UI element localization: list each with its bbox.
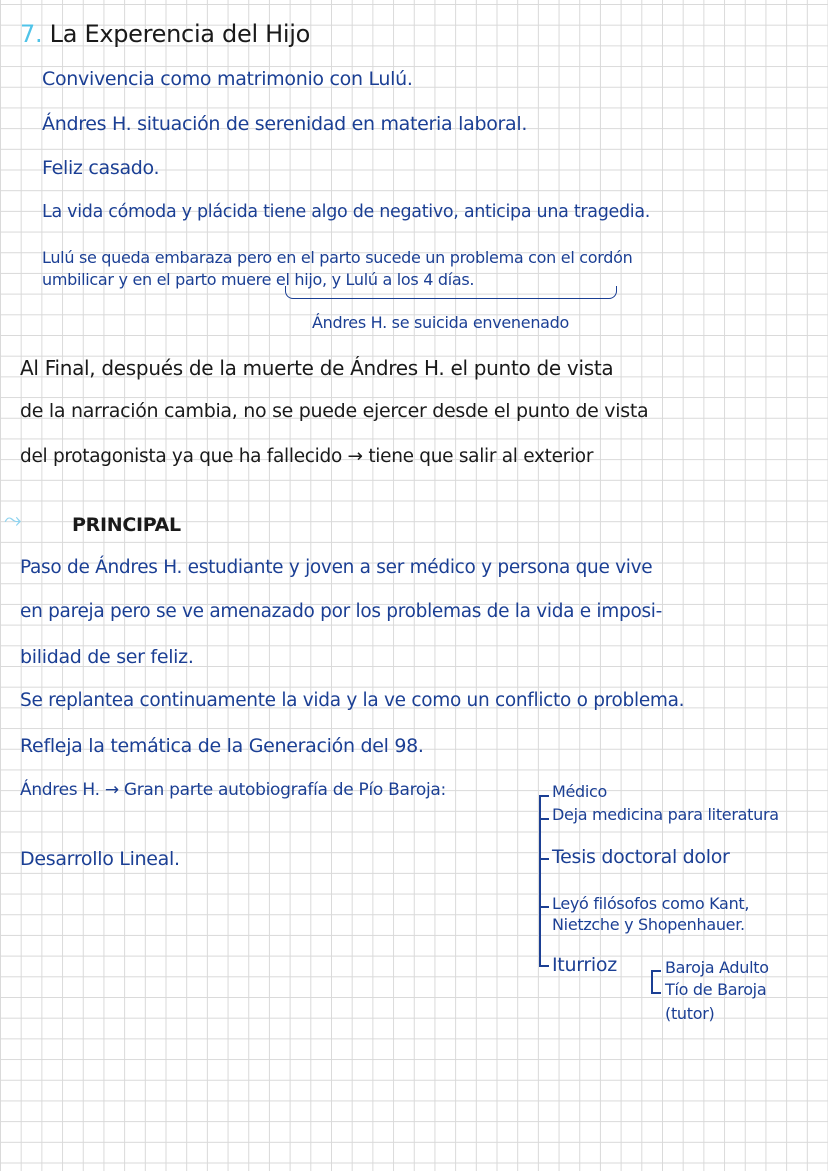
final-line: Al Final, después de la muerte de Ándres H. el punto de vista (20, 356, 614, 380)
principal-line: Paso de Ándres H. estudiante y joven a ser médico y persona que vive (20, 557, 653, 578)
subtree-item: Baroja Adulto (665, 958, 769, 977)
autobio-line: Ándres H. → Gran parte autobiografía de Pío Baroja: (20, 780, 446, 800)
principal-heading: PRINCIPAL (72, 514, 181, 536)
section-number: 7. (20, 20, 43, 48)
final-line: de la narración cambia, no se puede ejercer desde el punto de vista (20, 400, 649, 422)
principal-line: Refleja la temática de la Generación del 98. (20, 735, 424, 757)
section-title: La Experencia del Hijo (49, 20, 311, 48)
desarrollo-line: Desarrollo Lineal. (20, 848, 180, 870)
tree-item: Leyó filósofos como Kant, (552, 894, 750, 913)
brace (285, 286, 617, 299)
tree-item: Médico (552, 782, 608, 801)
note-line: Lulú se queda embaraza pero en el parto sucede un problema con el cordón (42, 248, 633, 267)
principal-line: Se replantea continuamente la vida y la ve como un conflicto o problema. (20, 690, 685, 711)
subtree-item: (tutor) (665, 1004, 715, 1023)
note-line: Convivencia como matrimonio con Lulú. (42, 68, 413, 90)
note-line: Ándres H. se suicida envenenado (312, 313, 570, 332)
note-line: umbilicar y en el parto muere el hijo, y Lulú a los 4 días. (42, 270, 475, 289)
tree-tick (539, 906, 549, 908)
principal-line: en pareja pero se ve amenazado por los problemas de la vida e imposi- (20, 601, 663, 622)
final-line: del protagonista ya que ha fallecido → tiene que salir al exterior (20, 446, 594, 467)
arrow-icon: ⤳ (4, 508, 22, 533)
subtree-line (651, 970, 653, 992)
note-line: Ándres H. situación de serenidad en materia laboral. (42, 113, 528, 135)
tree-item: Iturrioz (552, 954, 617, 976)
note-line: Feliz casado. (42, 157, 160, 179)
tree-tick (539, 795, 549, 797)
tree-item: Tesis doctoral dolor (552, 846, 730, 868)
tree-tick (651, 970, 661, 972)
principal-line: bilidad de ser feliz. (20, 646, 194, 668)
tree-item: Deja medicina para literatura (552, 805, 779, 824)
tree-tick (539, 858, 549, 860)
tree-tick (651, 992, 661, 994)
subtree-item: Tío de Baroja (665, 980, 767, 999)
section-heading (20, 20, 310, 48)
tree-tick (539, 965, 549, 967)
tree-item: Nietzche y Shopenhauer. (552, 915, 745, 934)
note-line: La vida cómoda y plácida tiene algo de negativo, anticipa una tragedia. (42, 202, 651, 222)
tree-tick (539, 818, 549, 820)
tree-line (539, 795, 541, 965)
